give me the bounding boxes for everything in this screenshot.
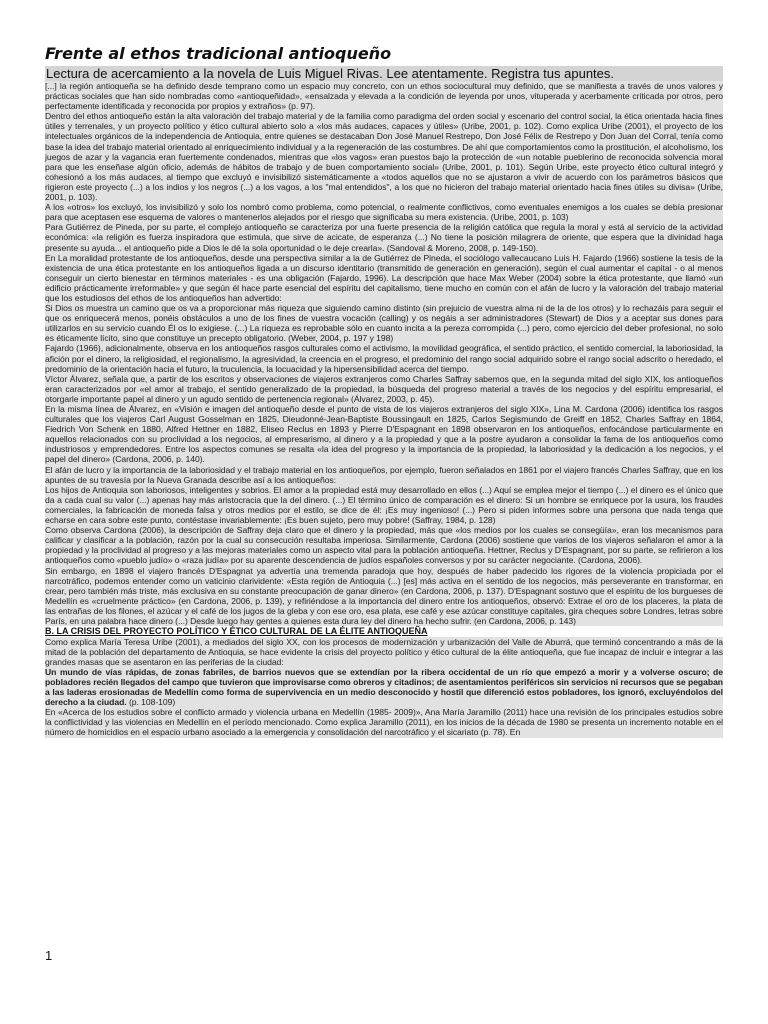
paragraph-saffray-intro: El afán de lucro y la importancia de la laboriosidad y el trabajo material en los antioqueños, por ejemplo, fueron señalados en 1861 por el viajero francés Charles Saffray, que en los apuntes de su travesía por la Nueva Granada describe así a los antioqueños: [45, 464, 723, 485]
document-body [45, 66, 723, 738]
page-title: Frente al ethos tradicional antioqueño [45, 44, 392, 63]
page-number: 1 [45, 948, 53, 963]
paragraph-fajardo-weber: En La moralidad protestante de los antioqueños, desde una perspectiva similar a la de Gutiérrez de Pineda, el sociólogo vallecaucano Luis H. Fajardo (1966) sostiene la tesis de la existencia de una ética protestante en los antioqueños ligada a un discurso identitario (transmitido de generación en generación), según el cual aumentar el capital - o al menos conseguir un cierto bienestar en términos materiales - es una obligación (Fajardo, 1996). La descripción que hace Max Weber (2004) sobre la ética protestante, que llamó «un edificio prácticamente irreformable» y que según él hace parte esencial del espíritu del capitalismo, tiene mucho en común con el afán de lucro y la valoración del trabajo material que los estudiosos del ethos de los antioqueños han advertido: [45, 252, 723, 303]
quote-weber: Si Dios os muestra un camino que os va a proporcionar más riqueza que siguiendo camino distinto (sin prejuicio de vuestra alma ni de la de los otros) y lo rechazáis para seguir el que os enriquecerá menos, ponéis obstáculos a uno de los fines de vuestra vocación (calling) y os negáis a ser administradores (Stewart) de Dios y a aceptar sus dones para utilizarlos en su servicio cuando Él os lo exigiese. (...) La riqueza es reprobable sólo en cuanto incita a la pereza corrompida (...) pero, como ejercicio del deber profesional, no solo es éticamente lícito, sino que constituye un precepto obligatorio. (Weber, 2004, p. 197 y 198) [45, 303, 723, 344]
paragraph-cardona: En la misma línea de Álvarez, en «Visión e imagen del antioqueño desde el punto de vista de los viajeros extranjeros del siglo XIX», Lina M. Cardona (2006) identifica los rasgos culturales que los viajeros Carl August Gosselman en 1825, Dieudonné-Jean-Baptiste Boussingault en 1825, Carlos Segismundo de Greiff en 1852, Charles Saffray en 1864, Fiedrich Von Schenk en 1880, Alfred Hettner en 1882, Eliseo Reclus en 1893 y Pierre D'Espagnant en 1898 observaron en los antioqueños, enfocándose particularmente en aquellos relacionados con su proclividad a los negocios, al empresarismo, al dinero y a la propiedad y que a la postre ayudaron a consolidar la fama de los antioqueños como industriosos y emprendedores. Entre los aspectos comunes se resalta «la idea del progreso y la importancia de la propiedad, la laboriosidad y la dedicación a los negocios, y el papel del dinero» (Cardona, 2006, p. 140). [45, 404, 723, 465]
paragraph-despagnat: Sin embargo, en 1898 el viajero francés D'Espagnat ya advertía una tremenda paradoja que hoy, después de haber padecido los rigores de la violencia propiciada por el narcotráfico, podemos entender como un vaticinio clarividente: «Esta región de Antioquia (...) [es] más activa en el sentido de los negocios, más perseverante en transformar, en crear, pero también más triste, más exclusiva en su constante preocupación de ganar dinero» (en Cardona, 2006, p. 137). D'Espagnant sostuvo que el espíritu de los burgueses de Medellín es «cruelmente práctico» (en Cardona, 2006, p. 139), y refiriéndose a la importancia del dinero entre los antioqueños, observó: Extrae el oro de los placeres, la plata de las entrañas de los filones, el azúcar y el café de los jugos de la gleba y con ese oro, esa plata, ese café y ese azúcar constituye capitales, gira cheques sobre Londres, letras sobre París, en una palabra hace dinero (...) Desde luego hay gentes a quienes esta dura ley del dinero ha hecho sufrir. (en Cardona, 2006, p. 143) [45, 565, 723, 626]
section-heading: B. LA CRISIS DEL PROYECTO POLÍTICO Y ÉTICO CULTURAL DE LA ÉLITE ANTIOQUEÑA [45, 626, 428, 637]
document-subtitle: Lectura de acercamiento a la novela de Luis Miguel Rivas. Lee atentamente. Registra tus apuntes. [45, 66, 723, 81]
paragraph-fajardo-traits: Fajardo (1966), adicionalmente, observa en los antioqueños rasgos culturales como el activismo, la movilidad geográfica, el sentido práctico, el sentido comercial, la laboriosidad, la afición por el dinero, la religiosidad, el regionalismo, la agresividad, la creencia en el progreso, el predominio del rango social adquirido sobre el rango social adscrito o heredado, el predominio de la orientación hacia el futuro, la truculencia, la locuacidad y la hipersensibilidad acerca del tiempo. [45, 343, 723, 374]
paragraph-alvarez: Víctor Álvarez, señala que, a partir de los escritos y observaciones de viajeros extranjeros como Charles Saffray sabemos que, en la segunda mitad del siglo XIX, los antioqueños eran caracterizados por «el amor al trabajo, el sentido generalizado de la propiedad, la búsqueda del progreso material a través de los negocios y del espíritu empresarial, el otorgarle importante papel al dinero y un agudo sentido de pertenencia regional» (Álvarez, 2003, p. 45). [45, 373, 723, 404]
paragraph-uribe-crisis: Como explica María Teresa Uribe (2001), a mediados del siglo XX, con los procesos de modernización y urbanización del Valle de Aburrá, que terminó concentrando a más de la mitad de la población del departamento de Antioquia, se hace evidente la crisis del proyecto político y ético cultural de la élite antioqueña, que fue incapaz de incluir e integrar a las grandes masas que se asentaron en las periferias de la ciudad: [45, 636, 723, 667]
paragraph-cardona-saffray: Como observa Cardona (2006), la descripción de Saffray deja claro que el dinero y la propiedad, más que «los medios por los cuales se consegüía», eran los mecanismos para calificar y clasificar a la población, razón por la cual su consecución resultaba imperiosa. Similarmente, Cardona (2006) sostiene que varios de los viajeros señalaron el amor a la propiedad y la proclividad al progreso y a las mejoras materiales como un aspecto vital para la población antioqueña. Hettner, Reclus y D'Espagnant, por su parte, se refirieron a los antioqueños como «pueblo judío» o «raza judía» por su aparente descendencia de judíos españoles conversos y por su carácter negociante. (Cardona, 2006). [45, 525, 723, 566]
quote-saffray: Los hijos de Antioquia son laboriosos, inteligentes y sobrios. El amor a la propiedad está muy desarrollado en ellos (...) Aquí se emplea mejor el tiempo (...) el dinero es el único que da a cada cual su valor (...) apenas hay más aristocracia que la del dinero. (...) El término único de comparación es el dinero: Si un hombre se enriquece por la usura, los fraudes comerciales, la fabricación de moneda falsa y otros medios por el estilo, se dice de él: ¡Es muy ingenioso! (...) Pero si piden informes sobre una persona que nada tenga que echarse en cara sobre este punto, contéstase invariablemente: ¡Es buen sujeto, pero muy pobre! (Saffray, 1984, p. 128) [45, 484, 723, 526]
paragraph-ethos: Dentro del ethos antioqueño están la alta valoración del trabajo material y de la familia como paradigma del orden social y escenario del control social, la ética orientada hacia fines útiles y terrenales, y un proyecto político y ético cultural abierto solo a «los más audaces, capaces y útiles» (Uribe, 2001, p. 102). Como explica Uribe (2001), el proyecto de los intelectuales orgánicos de la independencia de Antioquia, entre quienes se destacaban Don José Manuel Restrepo, Don José Félix de Restrepo y Don Juan del Corral, tenía como base la idea del trabajo material orientado al enriquecimiento individual y a la regeneración de las costumbres. De ahí que comportamientos como la prostitución, el alcoholismo, los juegos de azar y la vagancia eran fuertemente condenados, mientras que «los vagos» eran puestos bajo la protección de «un notable pueblerino de reconocida solvencia moral para que les enseñase algún oficio, además de hábitos de trabajo y de buen comportamiento social» (Uribe, 2001, p. 101). Según Uribe, este proyecto ético cultural integró y cohesionó a los más audaces, al tiempo que excluyó e invisibilizó sistemáticamente a «todos aquellos que no se ajustaron a vivir de acuerdo con los parámetros básicos que rigieron este proyecto (...) a los indios y los negros (...) a los vagos, a los "mal entendidos", a los que no hicieron del trabajo material orientado hacia fines útiles su divisa» (Uribe, 2001, p. 103). [45, 111, 723, 203]
quote-medellin-text: Un mundo de vías rápidas, de zonas fabriles, de barrios nuevos que se extendían por la ribera occidental de un río que empezó a morir y a volverse oscuro; de pobladores recién llegados del campo que tuvieron que improvisarse como obreros y citadinos; de asentamientos periféricos sin servicios ni recursos que se pegaban a las laderas erosionadas de Medellín como forma de supervivencia en un medio desconocido y hostil que diferenció estos pobladores, los ignoró, excluyéndolos del derecho a la ciudad. [45, 666, 723, 708]
paragraph-gutierrez: Para Gutiérrez de Pineda, por su parte, el complejo antioqueño se caracteriza por una fuerte presencia de la religión católica que regula la moral y está al servicio de la actividad económica: «la religión es fuerza inspiradora que estimula, que sirve de acicate, de esperanza (...) No tiene la posición milagrera de oriente, que espera que la divinidad haga presente su ayuda... el antioqueño pide a Dios le dé la sola oportunidad o le deje crearla». (Sandoval & Moreno, 2008, p. 149-150). [45, 222, 723, 253]
quote-medellin-citation: (p. 108-109) [126, 697, 176, 708]
paragraph-intro: [...] la región antioqueña se ha definido desde temprano como un espacio muy concreto, con un ethos sociocultural muy definido, que se manifiesta a través de unos valores y prácticas sociales que han sido nombradas como «antioqueñidad», «ensalzada y elevada a la condición de leyenda por unos, vituperada y acerbamente criticada por otros, pero perfectamente identificada y reconocida por propios y extraños» (p. 97). [45, 81, 723, 112]
quote-medellin [45, 667, 723, 707]
paragraph-jaramillo: En «Acerca de los estudios sobre el conflicto armado y violencia urbana en Medellín (1985- 2009)», Ana María Jaramillo (2011) hace una revisión de los principales estudios sobre la conflictividad y las violencias en Medellín en el período mencionado. Como explica Jaramillo (2011), en los inicios de la década de 1980 se presenta un incremento notable en el número de homicidios en el espacio urbano asociado a la emergencia y consolidación del narcotráfico y el sicariato (p. 78). En [45, 707, 723, 738]
quote-uribe: A los «otros» los excluyó, los invisibilizó y solo los nombró como problema, como potencial, o realmente conflictivos, como eventuales enemigos a los cuales se debía presionar para que aceptasen ese esquema de valores o mantenerlos alejados por el riesgo que significaba su mera existencia. (Uribe, 2001, p. 103) [45, 202, 723, 223]
